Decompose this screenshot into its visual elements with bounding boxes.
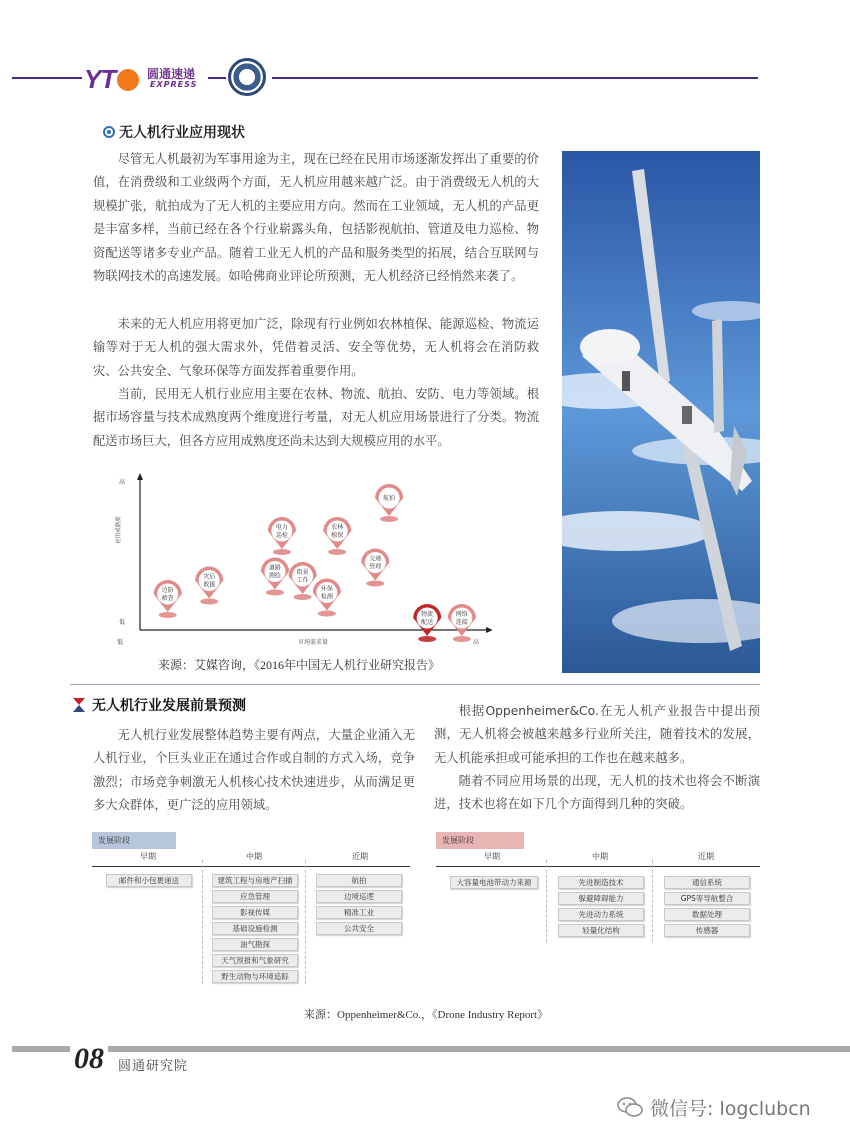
chart-x-label: 市场需求量 [297,639,329,646]
chart-point-label: 边防 [161,587,174,594]
wechat-watermark: 微信号: logclubcn [650,1098,811,1120]
section-bullet-icon [103,126,115,138]
timeline-left-axis [92,866,410,867]
timeline-right-near-item: GPS等导航整合 [664,892,750,905]
yto-logo: YT [84,64,139,95]
chart-point-shadow [266,590,284,596]
header-line-left [12,77,82,79]
logo-orange-circle [117,69,139,91]
chart-point-shadow [273,549,291,555]
timeline-left-near-item: 航拍 [316,874,402,887]
drone-photo [562,151,760,673]
chart-point-shadow [453,636,471,642]
chart-point-label: 电力 [275,524,288,531]
chart-point-label: 巡检 [275,532,288,539]
chart-point-label: 配送 [421,619,434,626]
chart-point-label: 植保 [331,532,344,539]
chart-point-label: 稽查 [161,595,174,602]
timeline-left-phase-mid: 中期 [246,852,262,861]
hourglass-icon [72,697,86,713]
timeline-left-mid-item: 建筑工程与房地产扫描 [212,874,298,887]
chart-y-tick-low: 低 [118,619,126,626]
timeline-left-early-item: 邮件和小包裹递送 [106,874,192,887]
timeline-left-mid-item: 野生动物与环境追踪 [212,970,298,983]
footer-publisher: 圆通研究院 [118,1059,189,1074]
timeline-right-tag: 发展阶段 [436,832,524,849]
timeline-left-mid-item: 基础设施检测 [212,922,298,935]
timeline-right-mid-item: 先进制造技术 [558,876,644,889]
chart-point-label: 航拍 [383,495,396,502]
chart-x-tick-high: 高 [472,639,480,646]
chart-point-label: 物流 [421,611,434,618]
timeline-right-near-item: 通信系统 [664,876,750,889]
drone-illustration [562,151,760,673]
chart-point-label: 连接 [455,619,468,626]
chart-point-label: 测绘 [268,572,281,580]
chart-y-arrow [137,473,143,480]
chart-point-label: 环保 [320,585,333,593]
timeline-right-mid-item: 躲避障碍能力 [558,892,644,905]
chart-point-shadow [159,612,177,618]
timeline-right-mid-item: 轻量化结构 [558,924,644,937]
chart-point-label: 农林 [331,524,344,531]
timeline-left-near-item: 公共安全 [316,922,402,935]
section2-right-paragraph-2: 随着不同应用场景的出现，无人机的技术也将会不断演进，技术也将在如下几个方面得到几种的突破。 [434,774,760,812]
chart-point-label: 交通 [369,555,382,563]
section1-paragraph-1: 尽管无人机最初为军事用途为主，现在已经在民用市场逐渐发挥出了重要的价值，在消费级和工业级两个方面，无人机应用越来越广泛。由于消费级无人机的大规模扩张，航拍成为了无人机的主要应用方向。然而在工业领域，无人机的产品更是丰富多样，当前已经在各个行业崭露头角，包括影视航拍、管道及电力巡检、物资配送等诸多专业产品。随着工业无人机的产品和服务类型的拓展，结合互联网与物联网技术的高速发展。如哈佛商业评论所预测，无人机经济已经悄然来袭了。 [93,152,539,284]
chart-point-label: 道路 [268,564,281,572]
brand-en-name: EXPRESS [150,80,198,89]
timeline-left-mid-item: 天气预报和气象研究 [212,954,298,967]
chart-point-label: 管理 [369,563,382,571]
section2-left-paragraph: 无人机行业发展整体趋势主要有两点，大量企业涌入无人机行业，个巨头业正在通过合作或自制的方式入场，竞争激烈；市场竞争刺激无人机核心技术快速进步，从而满足更多大众群体，更广泛的应用领域。 [93,728,415,813]
footer-bar [12,1046,850,1052]
timeline-left-mid-item: 应急管理 [212,890,298,903]
chart-x-tick-low: 低 [116,639,124,646]
section1-title: 无人机行业应用现状 [119,125,245,141]
chart-x-arrow [486,627,492,633]
timeline-right-near-item: 数据处理 [664,908,750,921]
source-caption-2: 来源：Oppenheimer&Co.，《Drone Industry Report》 [304,1009,549,1021]
timeline-left-phase-near: 近期 [352,852,368,861]
section2-right-paragraph-1: 根据Oppenheimer&Co.在无人机产业报告中提出预测，无人机将会被越来越多行业所关注，随着技术的发展，无人机能承担或可能承担的工作也在越来越多。 [434,704,760,765]
chart-y-label: 应用成熟度 [116,516,122,544]
timeline-left-mid-item: 油气勘探 [212,938,298,951]
chart-y-tick-high: 高 [118,479,126,486]
header-line-right [272,77,758,79]
timeline-right-mid-item: 先进动力系统 [558,908,644,921]
timeline-right-axis [436,866,760,867]
timeline-left-near-item: 边境巡逻 [316,890,402,903]
timeline-left-phase-early: 早期 [140,852,156,861]
section1-paragraph-2: 未来的无人机应用将更加广泛，除现有行业例如农林植保、能源巡检、物流运输等对于无人机的强大需求外，凭借着灵活、安全等优势，无人机将会在消防救灾、公共安全、气象环保等方面发挥着重要作用。 [93,317,539,378]
header-line-mid [208,77,226,79]
timeline-left-near-item: 精准工业 [316,906,402,919]
chart-point-label: 救援 [203,581,216,589]
institute-seal-logo [228,58,266,96]
timeline-right-phase-near: 近期 [698,852,714,861]
timeline-right-phase-mid: 中期 [592,852,608,861]
wechat-icon [616,1096,644,1118]
timeline-left-divider-2 [305,860,306,984]
chart-point-shadow [380,516,398,522]
chart-point-shadow [200,599,218,605]
section2-title: 无人机行业发展前景预测 [92,698,246,714]
chart-point-label: 灾后 [203,573,216,581]
chart-point-shadow [318,611,336,617]
section-divider [70,684,760,685]
chart-point-shadow [366,581,384,587]
chart-point-label: 网络 [455,611,468,618]
timeline-right-divider-2 [652,860,653,942]
timeline-right-phase-early: 早期 [484,852,500,861]
application-matrix-chart [112,470,492,652]
page-number: 08 [70,1042,108,1076]
timeline-left-divider-1 [202,860,203,984]
chart-point-shadow [418,636,436,642]
brand-cn-name: 圆通速递 [147,67,196,81]
chart-point-shadow [328,549,346,555]
timeline-right-near-item: 传感器 [664,924,750,937]
chart-point-shadow [294,594,312,600]
section1-paragraph-3: 当前，民用无人机行业应用主要在农林、物流、航拍、安防、电力等领域。根据市场容量与技术成熟度两个维度进行考量，对无人机应用场景进行了分类。物流配送市场巨大，但各方应用成熟度还尚未达到大规模应用的水平。 [93,387,539,448]
timeline-left-mid-item: 影视传媒 [212,906,298,919]
timeline-left-tag: 发展阶段 [92,832,176,849]
chart-point-label: 街景 [296,569,309,576]
chart-point-label: 工作 [296,577,309,584]
chart-point-label: 检测 [320,593,333,601]
source-caption-1: 来源：艾媒咨询，《2016年中国无人机行业研究报告》 [158,658,441,672]
timeline-right-divider-1 [546,860,547,942]
timeline-right-early-item: 大容量电池带动力来源 [450,876,538,889]
